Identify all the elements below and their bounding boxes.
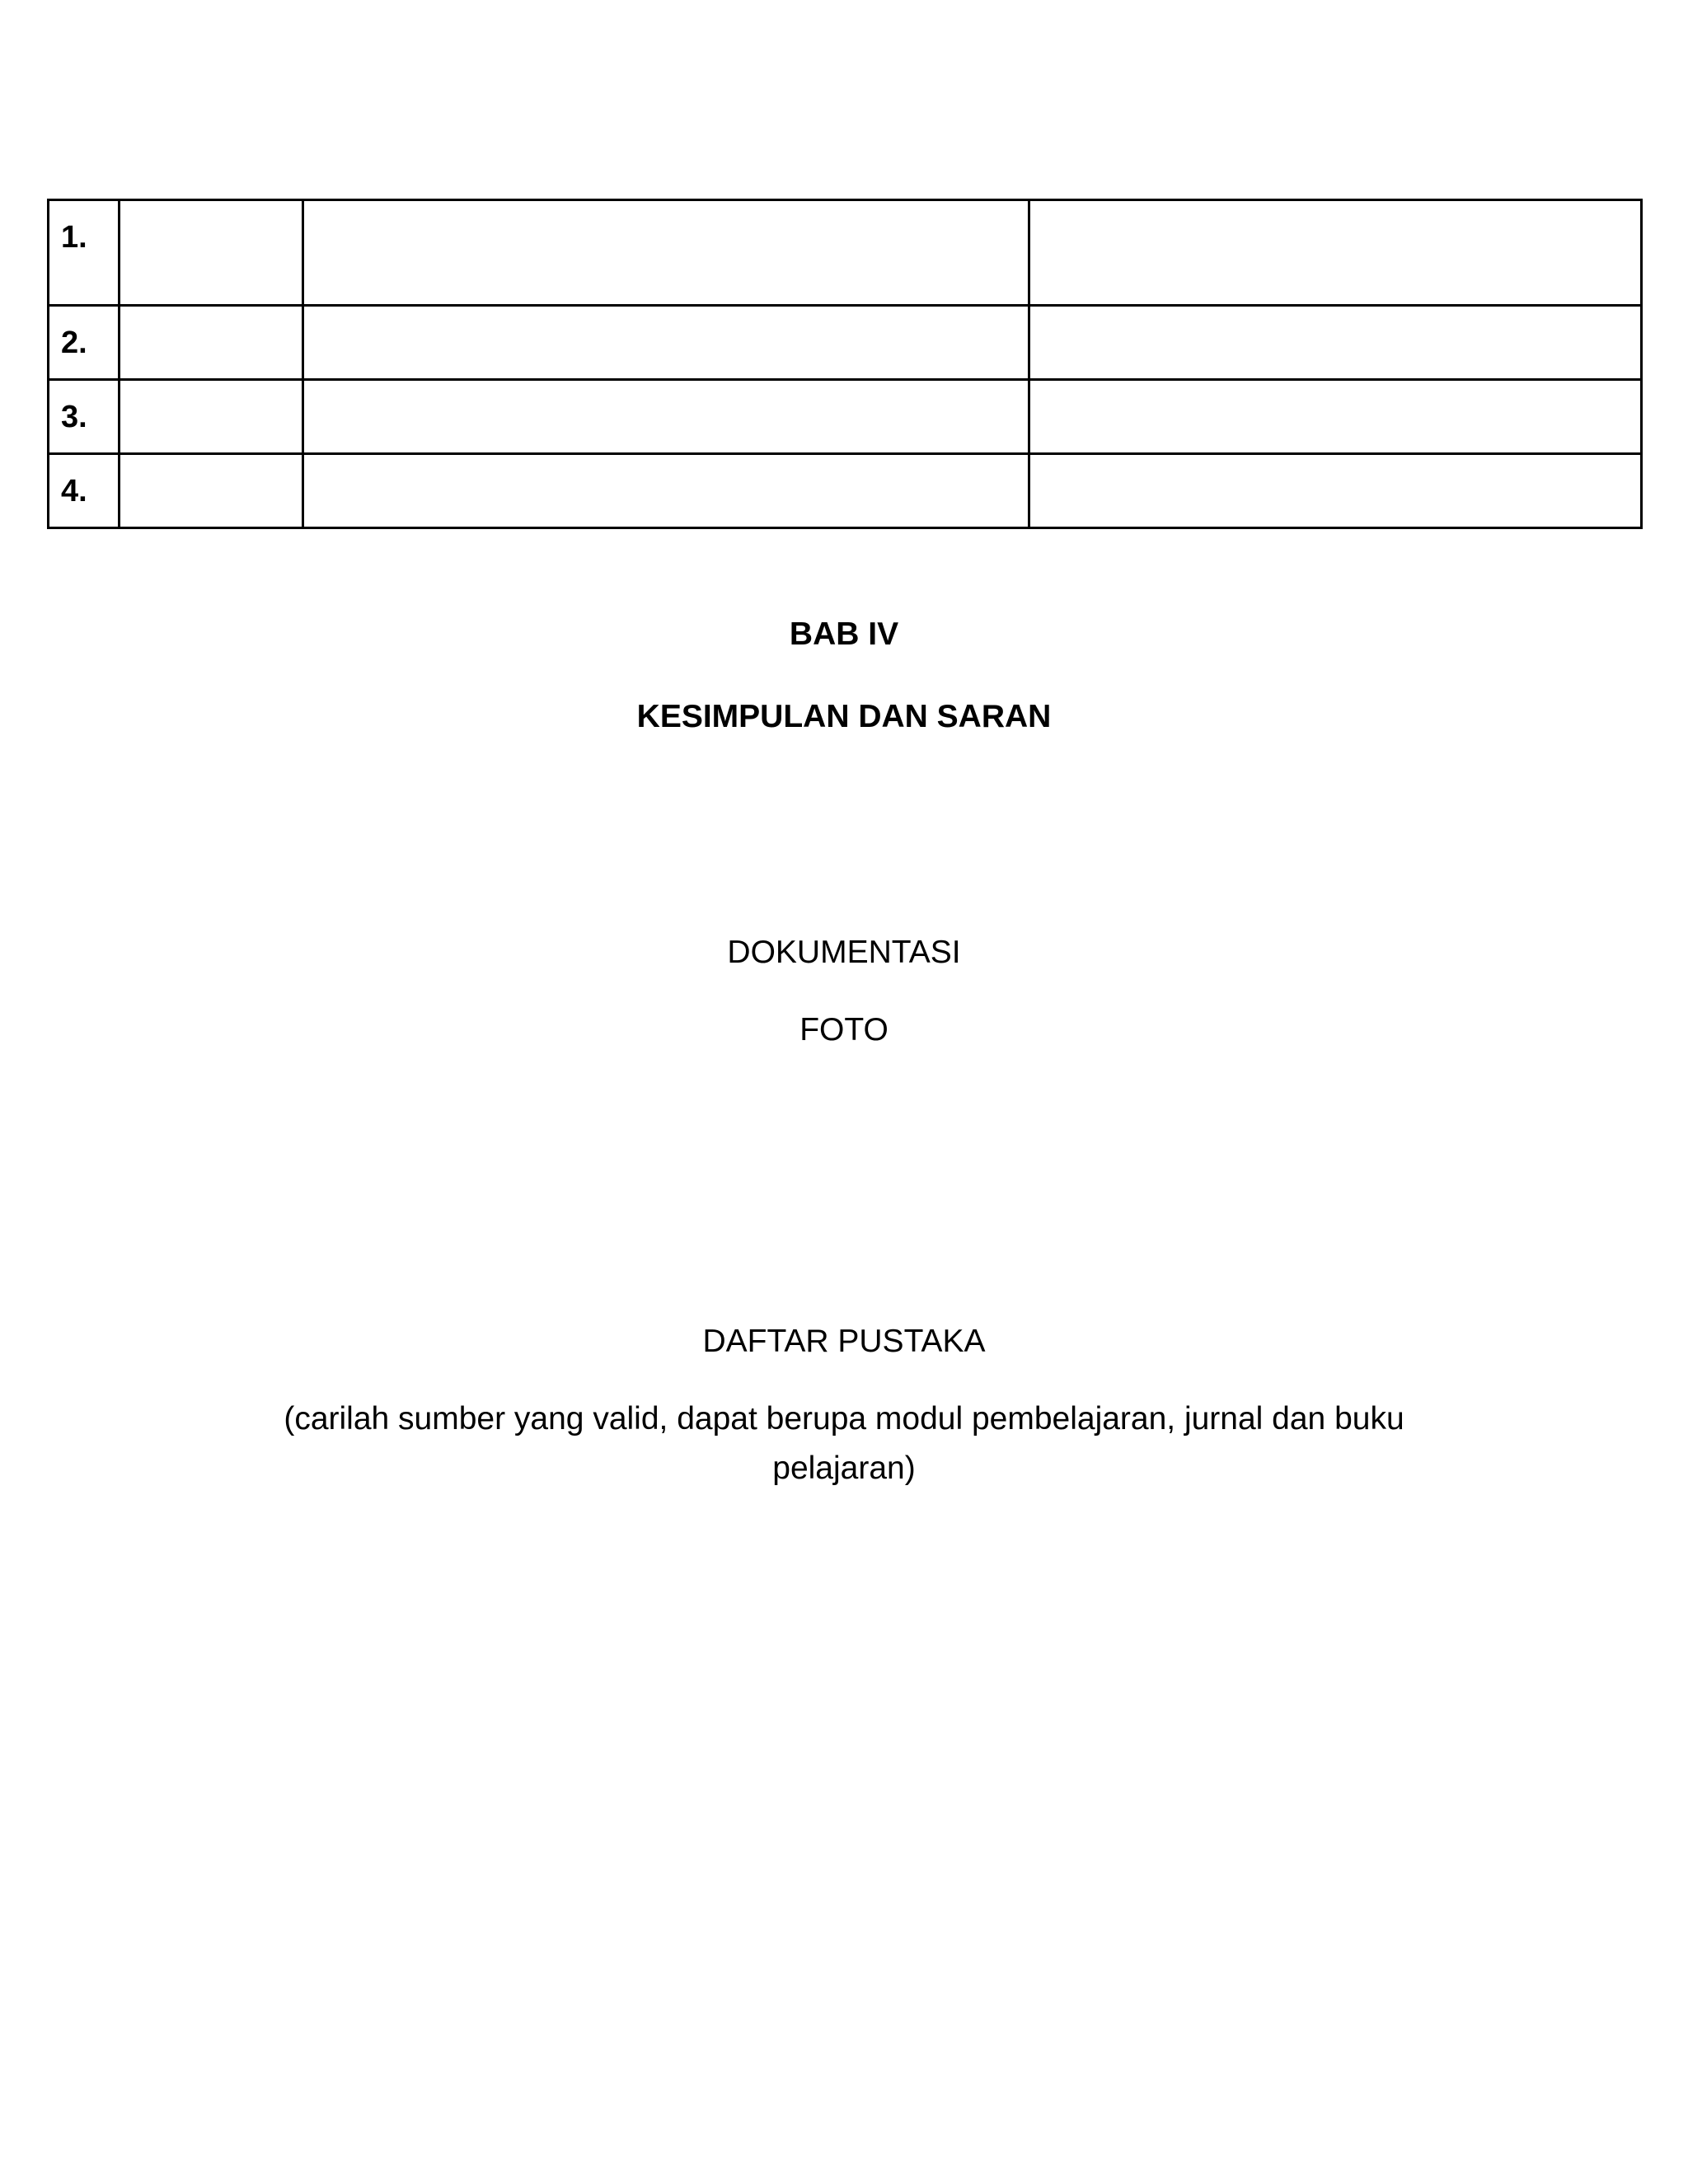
table-cell <box>303 380 1029 454</box>
table-cell <box>1029 200 1642 306</box>
table-cell <box>1029 380 1642 454</box>
chapter-label: BAB IV <box>789 616 899 652</box>
row-number: 2. <box>61 326 87 360</box>
table-cell <box>303 200 1029 306</box>
references-heading: DAFTAR PUSTAKA <box>702 1324 986 1359</box>
row-number: 4. <box>61 474 87 509</box>
data-table <box>47 199 1643 529</box>
table-row <box>49 454 1642 528</box>
row-number-cell <box>49 380 120 454</box>
table-cell <box>303 306 1029 380</box>
table-cell <box>120 306 303 380</box>
table-cell <box>120 380 303 454</box>
table-cell <box>120 200 303 306</box>
row-number: 1. <box>61 220 87 255</box>
table-cell <box>1029 306 1642 380</box>
table-cell <box>303 454 1029 528</box>
photo-subheading: FOTO <box>799 1012 889 1047</box>
chapter-title: KESIMPULAN DAN SARAN <box>636 699 1052 734</box>
table-row <box>49 380 1642 454</box>
row-number: 3. <box>61 400 87 434</box>
row-number-cell <box>49 306 120 380</box>
table-cell <box>1029 454 1642 528</box>
documentation-heading: DOKUMENTASI <box>727 935 961 970</box>
row-number-cell <box>49 200 120 306</box>
table-row <box>49 306 1642 380</box>
row-number-cell <box>49 454 120 528</box>
table-row <box>49 200 1642 306</box>
table-cell <box>120 454 303 528</box>
references-note: (carilah sumber yang valid, dapat berupa modul pembelajaran, jurnal dan buku pelajaran) <box>284 1401 1404 1486</box>
